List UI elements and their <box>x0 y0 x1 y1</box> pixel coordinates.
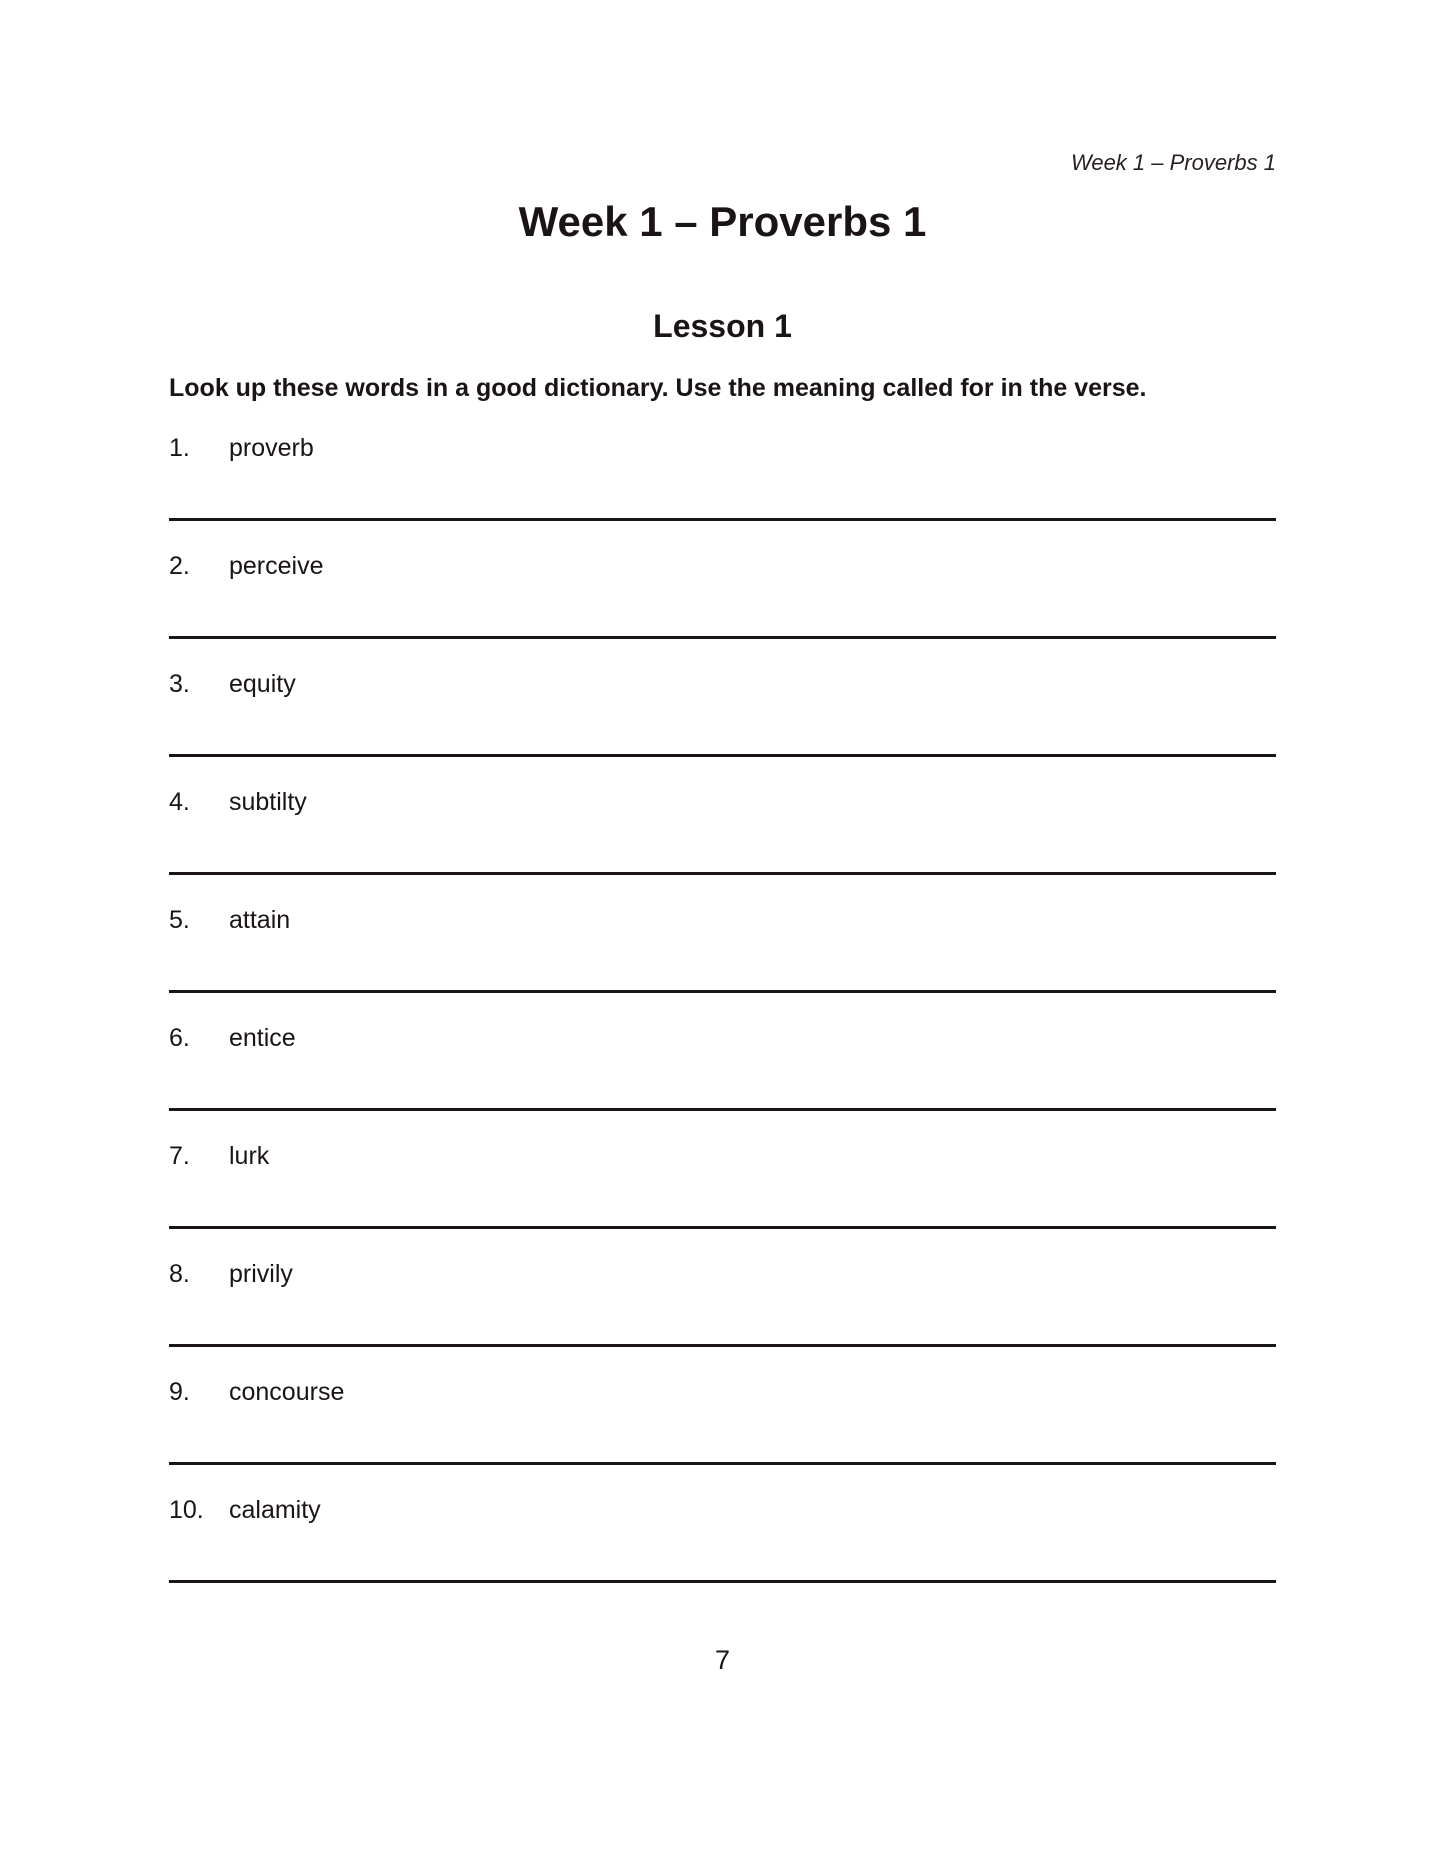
answer-line[interactable] <box>169 1226 1276 1229</box>
item-number: 6. <box>169 1024 190 1052</box>
answer-line[interactable] <box>169 1580 1276 1583</box>
vocabulary-word: subtilty <box>229 788 307 816</box>
vocabulary-word: lurk <box>229 1142 270 1170</box>
vocabulary-word: privily <box>229 1260 293 1288</box>
vocabulary-item <box>169 548 1276 666</box>
vocabulary-item <box>169 784 1276 902</box>
vocabulary-item <box>169 430 1276 548</box>
vocabulary-word: calamity <box>229 1496 321 1524</box>
page-number: 7 <box>714 1645 731 1675</box>
vocabulary-word: entice <box>229 1024 296 1052</box>
item-number: 5. <box>169 906 190 934</box>
vocabulary-item <box>169 1256 1276 1374</box>
vocabulary-list <box>169 430 1276 1610</box>
item-number: 7. <box>169 1142 190 1170</box>
answer-line[interactable] <box>169 1108 1276 1111</box>
item-number: 3. <box>169 670 190 698</box>
item-number: 9. <box>169 1378 190 1406</box>
item-number: 2. <box>169 552 190 580</box>
item-number: 4. <box>169 788 190 816</box>
vocabulary-item <box>169 902 1276 1020</box>
item-number: 8. <box>169 1260 190 1288</box>
page-title: Week 1 – Proverbs 1 <box>518 198 927 245</box>
answer-line[interactable] <box>169 1344 1276 1347</box>
running-header: Week 1 – Proverbs 1 <box>1070 150 1276 175</box>
answer-line[interactable] <box>169 636 1276 639</box>
vocabulary-item <box>169 1374 1276 1492</box>
vocabulary-item <box>169 1492 1276 1610</box>
lesson-title: Lesson 1 <box>653 308 792 344</box>
vocabulary-item <box>169 1020 1276 1138</box>
answer-line[interactable] <box>169 990 1276 993</box>
vocabulary-word: equity <box>229 670 296 698</box>
instructions: Look up these words in a good dictionary. Use the meaning called for in the verse. <box>169 374 1147 402</box>
vocabulary-word: perceive <box>229 552 324 580</box>
vocabulary-item <box>169 666 1276 784</box>
vocabulary-word: attain <box>229 906 291 934</box>
answer-line[interactable] <box>169 754 1276 757</box>
answer-line[interactable] <box>169 1462 1276 1465</box>
item-number: 10. <box>169 1496 204 1524</box>
answer-line[interactable] <box>169 518 1276 521</box>
item-number: 1. <box>169 434 190 462</box>
vocabulary-word: proverb <box>229 434 314 462</box>
answer-line[interactable] <box>169 872 1276 875</box>
vocabulary-item <box>169 1138 1276 1256</box>
vocabulary-word: concourse <box>229 1378 345 1406</box>
